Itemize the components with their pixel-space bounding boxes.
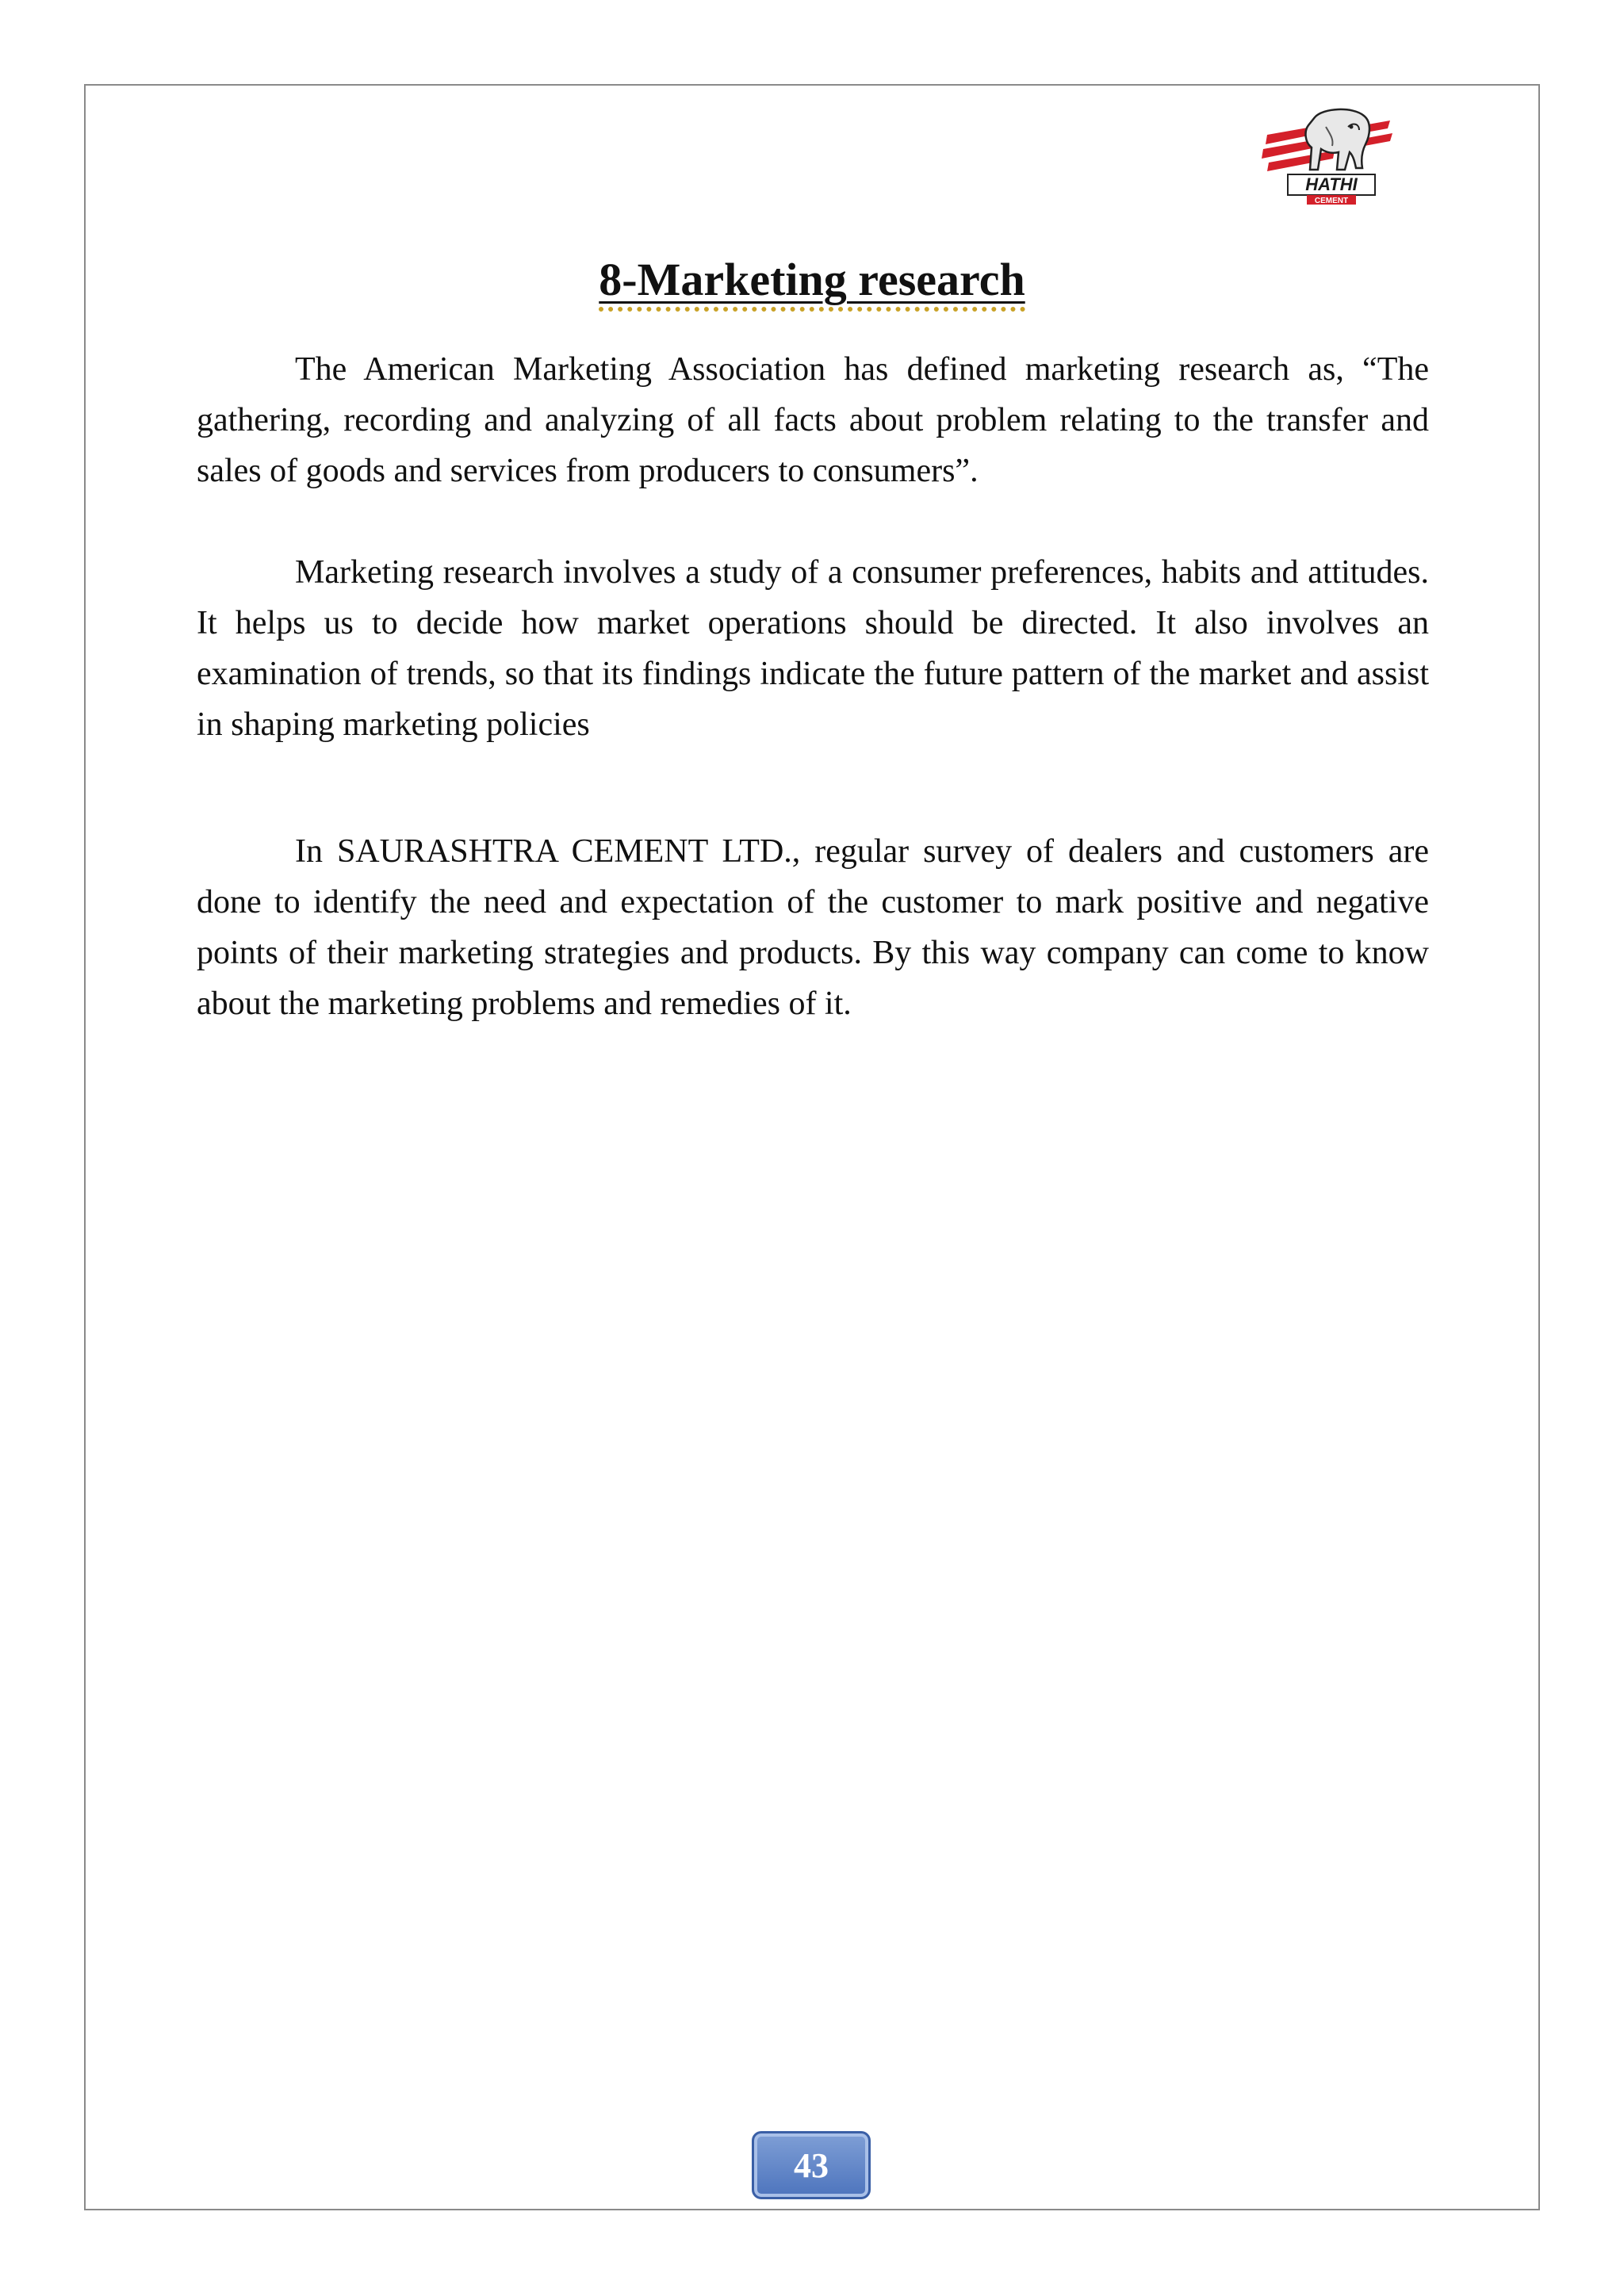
logo-subtext: CEMENT — [1314, 197, 1349, 205]
paragraph-definition: The American Marketing Association has defined marketing research as, “The gathering, recording and analyzing of all facts about problem relating to the transfer and sales of goods and services from producers to consumers”. — [197, 351, 1429, 489]
paragraph-scope: Marketing research involves a study of a consumer preferences, habits and attitudes. It helps us to decide how market operations should be directed. It also involves an examination of trends, so that its findings indicate the future pattern of the market and assist in shaping marketing policies — [197, 554, 1429, 743]
page-title-text: 8-Marketing research — [599, 254, 1025, 312]
page-number — [752, 2131, 871, 2199]
logo-text: HATHI — [1305, 174, 1358, 194]
paragraph-company-practice: In SAURASHTRA CEMENT LTD., regular survey of dealers and customers are done to identify the need and expectation of the customer to mark positive and negative points of their marketing strategies and products. By this way company can come to know about the marketing problems and remedies of it. — [197, 833, 1429, 1022]
page-number-text: 43 — [794, 2145, 829, 2185]
hathi-cement-logo — [1259, 103, 1394, 206]
page-title — [0, 252, 1624, 308]
